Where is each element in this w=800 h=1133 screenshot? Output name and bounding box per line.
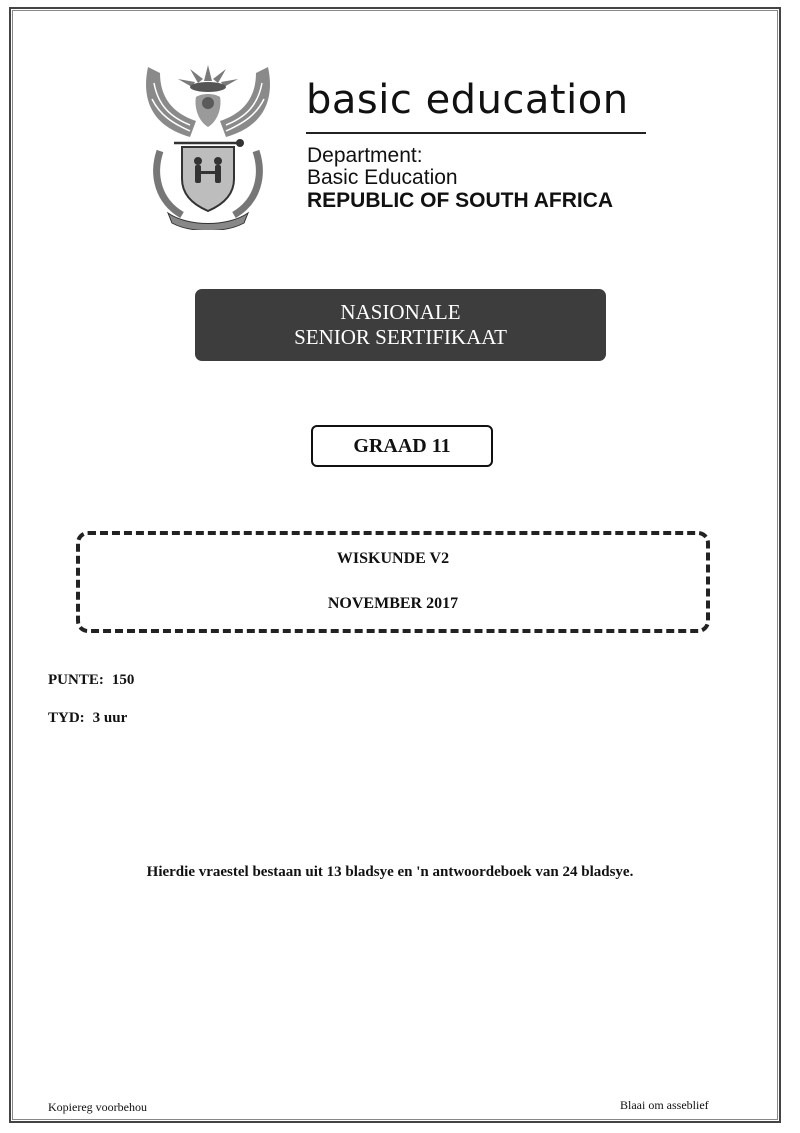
grade-label: GRAAD 11 xyxy=(353,434,451,457)
subject-name: WISKUNDE V2 xyxy=(336,550,450,567)
grade-box xyxy=(311,425,493,467)
brand-title: basic education xyxy=(306,77,629,123)
marks-line xyxy=(48,672,134,689)
certificate-line-2: SENIOR SERTIFIKAAT xyxy=(294,325,507,349)
coat-of-arms-icon xyxy=(138,55,278,230)
time-value: 3 uur xyxy=(92,710,128,726)
certificate-banner xyxy=(195,289,606,361)
exam-session: NOVEMBER 2017 xyxy=(327,595,459,612)
copyright-footer: Kopiereg voorbehou xyxy=(48,1100,147,1114)
brand-divider xyxy=(306,132,646,134)
marks-label: PUNTE: xyxy=(48,672,104,688)
country-name: REPUBLIC OF SOUTH AFRICA xyxy=(307,189,614,212)
subject-box xyxy=(76,531,710,633)
time-line xyxy=(48,710,127,727)
certificate-line-1: NASIONALE xyxy=(340,300,461,324)
marks-value: 150 xyxy=(111,672,135,688)
time-label: TYD: xyxy=(48,710,85,726)
page-count-note: Hierdie vraestel bestaan uit 13 bladsye en 'n antwoordeboek van 24 bladsye. xyxy=(146,864,634,880)
department-label: Department: xyxy=(307,144,423,167)
turn-over-footer: Blaai om asseblief xyxy=(620,1098,709,1112)
department-name: Basic Education xyxy=(307,166,458,189)
